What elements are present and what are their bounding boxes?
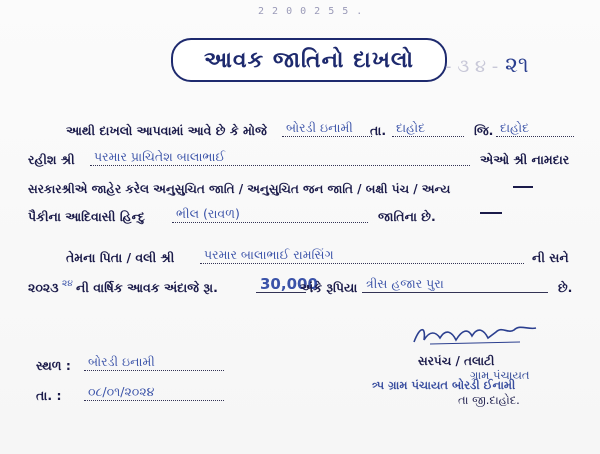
caste-extra-dash	[480, 212, 502, 214]
title-banner	[171, 38, 447, 82]
village-field: બોરડી ઇનામી	[282, 120, 372, 137]
line6-end: છે.	[558, 280, 573, 295]
line2-prefix: રહીશ શ્રી	[28, 152, 75, 167]
line4-suffix: જાતિના છે.	[378, 209, 436, 224]
signatory-designation: સરપંચ / તલાટી	[418, 354, 495, 368]
category-text: સરકારશ્રીએ જાહેર કરેલ અનુસુચિત જાતિ / અનુસુચિત જન જાતિ / બક્ષી પંચ / અન્ય	[28, 182, 451, 196]
line4-prefix: પૈકીના આદિવાસી હિન્દુ	[28, 209, 145, 224]
faint-top-text: 2 2 0 0 2 5 5 .	[258, 6, 364, 17]
category-dash	[513, 186, 533, 188]
line5-prefix: તેમના પિતા / વલી શ્રી	[66, 250, 175, 265]
date-field: ૦૮/૦૧/૨૦૨૪	[84, 384, 224, 401]
stamp-line-1: ગ્રામ પંચાયત	[470, 368, 530, 382]
document-title: આવક જાતિનો દાખલો	[203, 47, 415, 73]
caste-field: ભીલ (રાવળ)	[172, 206, 368, 223]
taluka-label: તા.	[370, 123, 387, 138]
year-prefix: ૨૦૨૩	[28, 280, 59, 295]
line5-suffix: ની સને	[532, 250, 569, 265]
applicant-name-field: પરમાર પ્રાચિતેશ બાલાભાઈ	[90, 149, 470, 166]
faint-serial-text: - ૩ ૪ -	[445, 56, 499, 77]
signature-scribble	[410, 322, 540, 350]
district-label: જિ.	[474, 123, 494, 138]
amount-in-words-field: ત્રીસ હજાર પુરા	[362, 276, 548, 293]
father-name-field: પરમાર બાલાભાઈ રામસિંગ	[200, 247, 524, 264]
line2-suffix: એઓ શ્રી નામદાર	[480, 152, 570, 167]
serial-number: ૨૧	[505, 53, 529, 78]
place-label: સ્થળ :	[36, 358, 71, 373]
income-amount-field	[256, 275, 318, 293]
date-label: તા. :	[36, 388, 62, 403]
place-field: બોરડી ઇનામી	[84, 354, 224, 371]
year-handwritten-suffix: ૨૪	[62, 279, 73, 289]
stamp-line-2: ત્ર્પ ગ્રામ પંચાયત બોરડી ઈનામી	[372, 378, 516, 392]
stamp-line-3: તા જી.દાહોદ.	[458, 393, 520, 407]
district-field: દાહોદ	[496, 120, 574, 137]
income-amount: 30,000	[260, 275, 318, 293]
annual-income-label: ની વાર્ષિક આવક અંદાજે રૂા.	[76, 280, 218, 295]
taluka-field: દાહોદ	[392, 120, 464, 137]
amount-in-words-label: અંકે રૂપિયા	[300, 280, 358, 295]
line1-prefix: આથી દાખલો આપવામાં આવે છે કે મોજે	[66, 123, 267, 138]
